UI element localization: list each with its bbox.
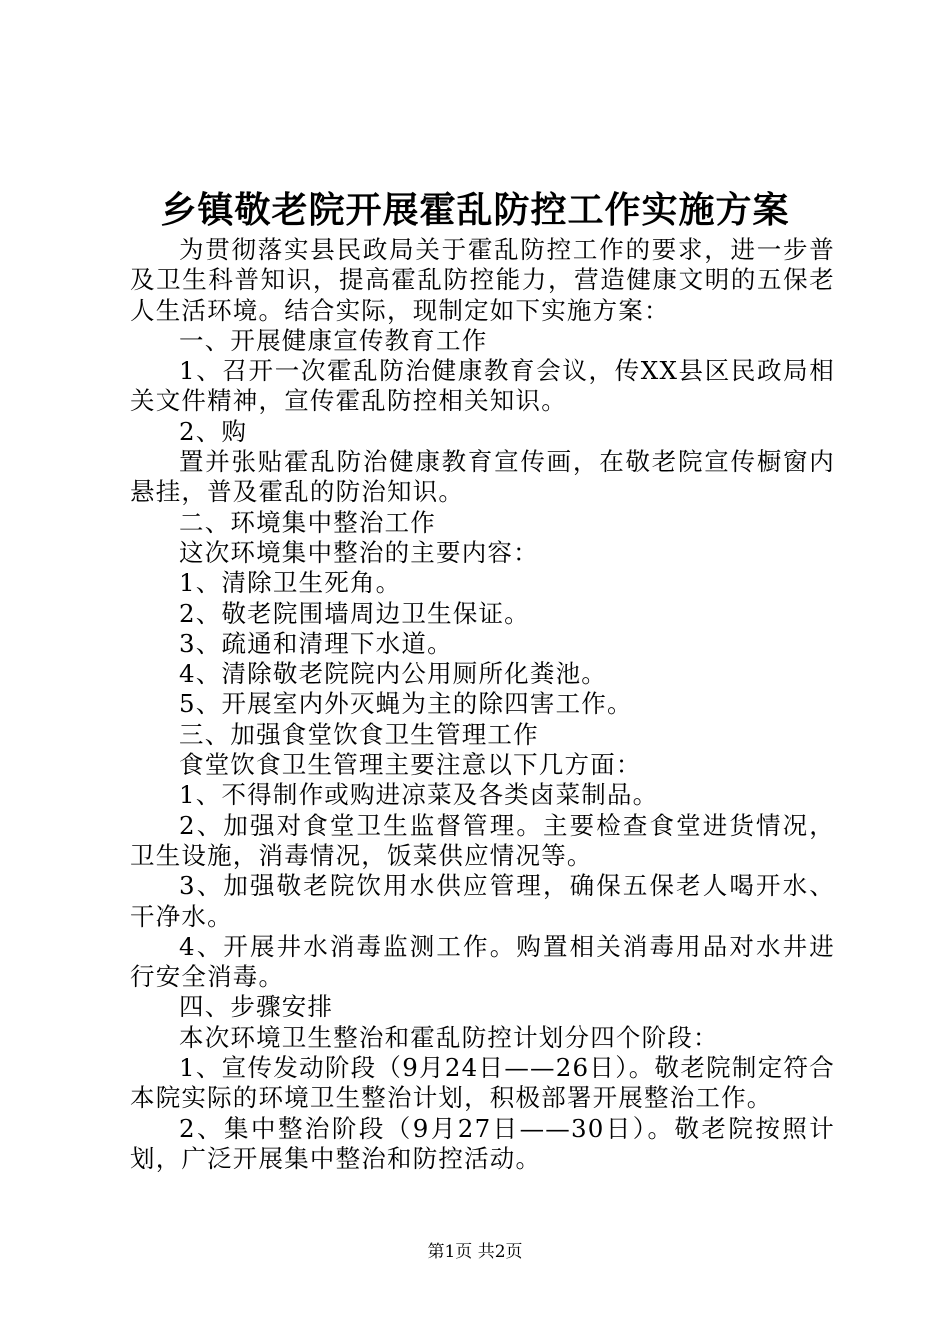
list-item: 3、疏通和清理下水道。	[179, 628, 453, 658]
section-heading-1: 一、开展健康宣传教育工作	[179, 325, 488, 355]
list-item: 3、加强敬老院饮用水供应管理，确保五保老人喝开水、干净水。	[130, 871, 835, 931]
page-number-footer: 第1页 共2页	[427, 1242, 523, 1262]
paragraph-intro: 为贯彻落实县民政局关于霍乱防控工作的要求，进一步普及卫生科普知识，提高霍乱防控能力，营造健康文明的五保老人生活环境。结合实际，现制定如下实施方案：	[130, 235, 835, 325]
paragraph: 这次环境集中整治的主要内容：	[179, 537, 539, 567]
section-heading-2: 二、环境集中整治工作	[179, 507, 436, 537]
paragraph: 食堂饮食卫生管理主要注意以下几方面：	[179, 750, 642, 780]
section-heading-4: 四、步骤安排	[179, 992, 334, 1022]
list-item: 1、宣传发动阶段（9月24日——26日）。敬老院制定符合本院实际的环境卫生整治计划，积极部署开展整治工作。	[130, 1053, 835, 1113]
paragraph: 本次环境卫生整治和霍乱防控计划分四个阶段：	[179, 1022, 719, 1052]
list-item: 5、开展室内外灭蝇为主的除四害工作。	[179, 689, 633, 719]
list-item: 1、召开一次霍乱防治健康教育会议，传XX县区民政局相关文件精神，宣传霍乱防控相关知识。	[130, 356, 835, 416]
document-body	[130, 235, 835, 1174]
list-item: 2、敬老院围墙周边卫生保证。	[179, 598, 530, 628]
list-item: 2、购	[179, 416, 248, 446]
list-item: 1、清除卫生死角。	[179, 568, 402, 598]
list-item: 4、开展井水消毒监测工作。购置相关消毒用品对水井进行安全消毒。	[130, 931, 835, 992]
document-title: 乡镇敬老院开展霍乱防控工作实施方案	[160, 189, 790, 231]
list-item: 2、集中整治阶段（9月27日——30日）。敬老院按照计划，广泛开展集中整治和防控活动。	[130, 1113, 835, 1173]
section-heading-3: 三、加强食堂饮食卫生管理工作	[179, 719, 539, 749]
list-item: 4、清除敬老院院内公用厕所化粪池。	[179, 659, 607, 689]
list-item-continuation: 置并张贴霍乱防治健康教育宣传画，在敬老院宣传橱窗内悬挂，普及霍乱的防治知识。	[130, 447, 835, 507]
list-item: 2、加强对食堂卫生监督管理。主要检查食堂进货情况，卫生设施，消毒情况，饭菜供应情况等。	[130, 810, 835, 870]
list-item: 1、不得制作或购进凉菜及各类卤菜制品。	[179, 780, 659, 810]
